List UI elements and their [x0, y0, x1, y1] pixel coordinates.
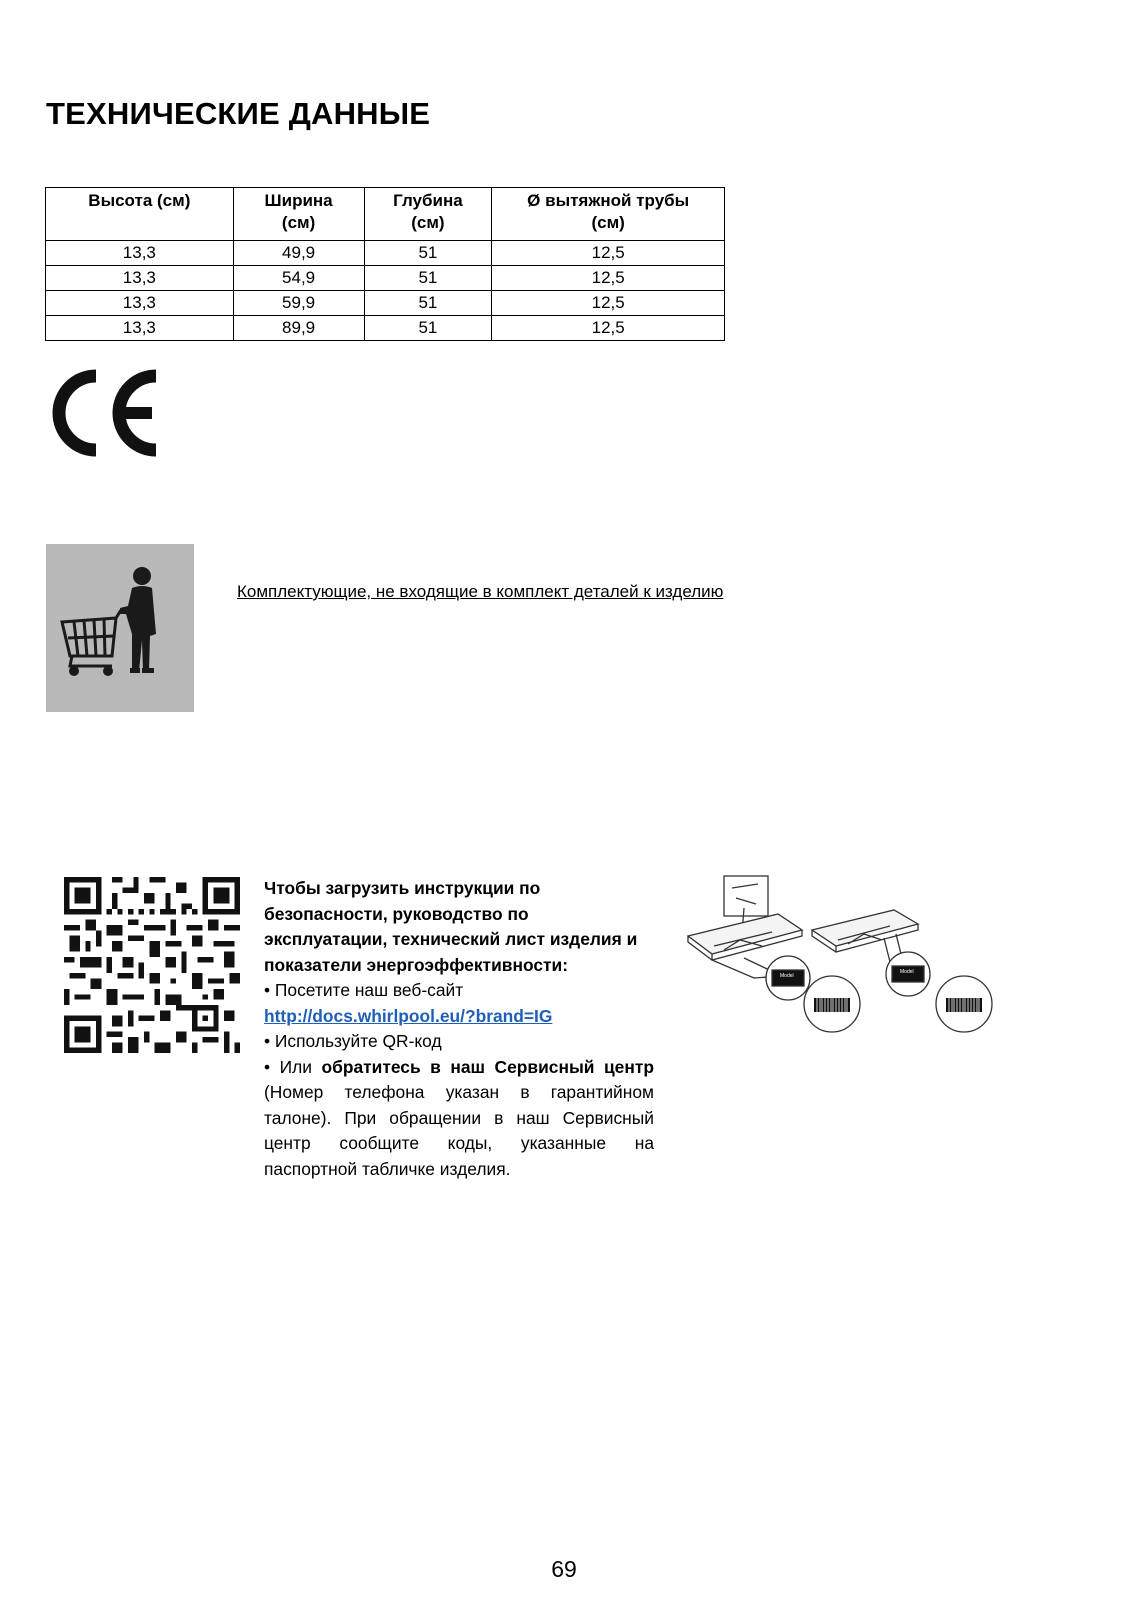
plate-label-2: Model	[900, 969, 914, 975]
table-header-row	[46, 188, 725, 241]
table-cell: 54,9	[233, 266, 364, 291]
header-depth: Глубина (см)	[364, 188, 492, 241]
page-title: ТЕХНИЧЕСКИЕ ДАННЫЕ	[46, 96, 431, 131]
page-number: 69	[551, 1556, 577, 1582]
table-cell: 12,5	[492, 241, 725, 266]
table-cell: 59,9	[233, 291, 364, 316]
table-row	[46, 266, 725, 291]
table-cell: 12,5	[492, 266, 725, 291]
table-cell: 13,3	[46, 241, 234, 266]
service-center-text: обратитесь в наш Сервисный центр	[321, 1056, 654, 1077]
accessories-note: Комплектующие, не входящие в комплект деталей к изделию	[237, 582, 724, 601]
table-cell: 89,9	[233, 316, 364, 341]
qr-code-icon[interactable]	[64, 877, 240, 1053]
visit-site-line: • Посетите наш веб-сайт	[264, 980, 464, 1000]
table-row	[46, 291, 725, 316]
table-cell: 49,9	[233, 241, 364, 266]
service-note: (Номер телефона указан в гарантийном талоне). При обращении в наш Сервисный центр сообщите коды, указанные на паспортной табличке изделия.	[264, 1082, 654, 1179]
use-qr-line: • Используйте QR-код	[264, 1031, 442, 1051]
table-cell: 51	[364, 316, 492, 341]
table-cell: 13,3	[46, 266, 234, 291]
table-cell: 12,5	[492, 291, 725, 316]
plate-label-1: Model	[780, 973, 794, 979]
table-cell: 51	[364, 266, 492, 291]
technical-data-table	[45, 187, 725, 341]
header-duct-diameter: Ø вытяжной трубы (см)	[492, 188, 725, 241]
header-width: Ширина (см)	[233, 188, 364, 241]
rating-plate-illustration-icon	[684, 874, 1014, 1054]
table-row	[46, 241, 725, 266]
download-heading: Чтобы загрузить инструкции по безопасности, руководство по эксплуатации, технический лист изделия и показатели энергоэффективности:	[264, 878, 638, 975]
table-cell: 51	[364, 291, 492, 316]
download-instructions	[264, 876, 654, 1182]
table-cell: 13,3	[46, 291, 234, 316]
docs-url-link[interactable]: http://docs.whirlpool.eu/?brand=IG	[264, 1005, 553, 1026]
shopping-cart-person-icon	[46, 544, 194, 712]
table-cell: 51	[364, 241, 492, 266]
table-cell: 13,3	[46, 316, 234, 341]
table-cell: 12,5	[492, 316, 725, 341]
header-height: Высота (см)	[46, 188, 234, 241]
table-row	[46, 316, 725, 341]
service-paragraph: • Или обратитесь в наш Сервисный центр (Номер телефона указан в гарантийном талоне). При обращении в наш Сервисный центр сообщите коды, указанные на паспортной табличке изделия.	[264, 1056, 654, 1179]
ce-mark-icon	[46, 366, 162, 460]
accessories-icon-box	[46, 544, 194, 712]
